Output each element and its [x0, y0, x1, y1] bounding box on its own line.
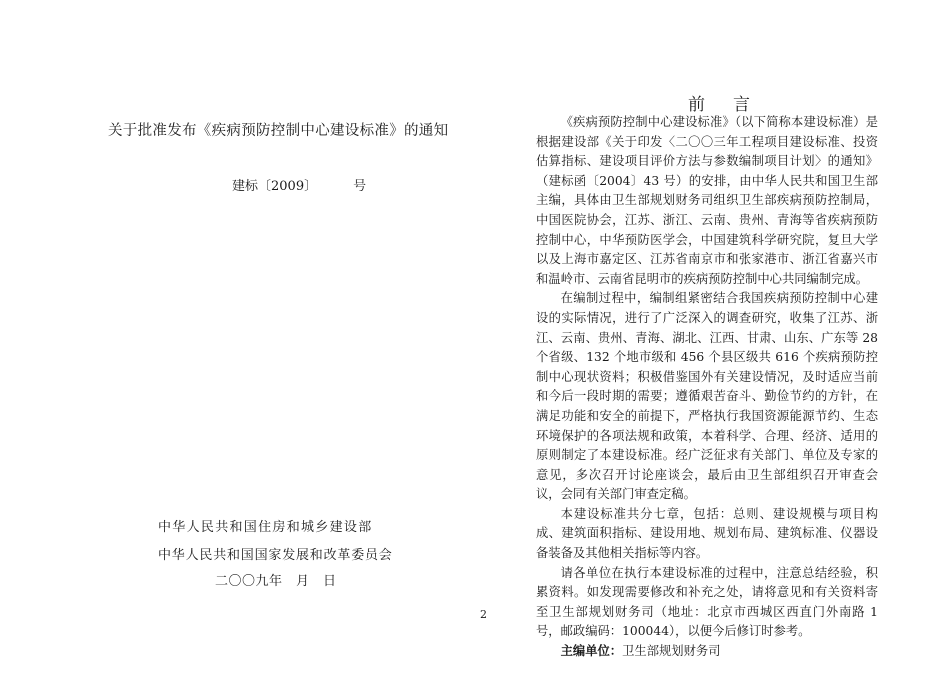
foreword-paragraph-3: 本建设标准共分七章，包括：总则、建设规模与项目构成、建筑面积指标、建设用地、规划布局、建筑标准、仪器设备装备及其他相关指标等内容。	[536, 506, 878, 561]
document-number-suffix: 号	[353, 179, 367, 194]
page-number: 2	[480, 608, 487, 621]
foreword-heading-char-1: 前	[688, 95, 705, 115]
issuer-ndrc: 中华人民共和国国家发展和改革委员会	[158, 548, 393, 563]
foreword-body	[536, 113, 878, 662]
foreword-paragraph-1: 《疾病预防控制中心建设标准》（以下简称本建设标准）是根据建设部《关于印发〈二〇〇三年工程项目建设标准、投资估算指标、建设项目评价方法与参数编制项目计划〉的通知》（建标函〔2004〕43 号）的安排，由中华人民共和国卫生部主编，具体由卫生部规划财务司组织卫生部疾病预防控制局，中国医院协会，江苏、浙江、云南、贵州、青海等省疾病预防控制中心，中华预防医学会，中国建筑科学研究院，复旦大学以及上海市嘉定区、江苏省南京市和张家港市、浙江省嘉兴市和温岭市、云南省昆明市的疾病预防控制中心共同编制完成。	[536, 115, 878, 286]
issuer-ministry-housing: 中华人民共和国住房和城乡建设部	[158, 520, 373, 535]
foreword-paragraph-2: 在编制过程中，编制组紧密结合我国疾病预防控制中心建设的实际情况，进行了广泛深入的调查研究，收集了江苏、浙江、云南、贵州、青海、湖北、江西、甘肃、山东、广东等 28 个省级、132 个地市级和 456 个县区级共 616 个疾病预防控制中心现状资料；积极借鉴国外有关建设情况，及时适应当前和今后一段时期的需要；遵循艰苦奋斗、勤俭节约的方针，在满足功能和安全的前提下，严格执行我国资源能源节约、生态环境保护的各项法规和政策，本着科学、合理、经济、适用的原则制定了本建设标准。经广泛征求有关部门、单位及专家的意见，多次召开讨论座谈会，最后由卫生部组织召开审查会议，会同有关部门审查定稿。	[536, 291, 878, 502]
foreword-heading-char-2: 言	[733, 95, 750, 115]
foreword-heading	[688, 90, 750, 115]
notice-title: 关于批准发布《疾病预防控制中心建设标准》的通知	[108, 123, 449, 139]
document-number	[232, 175, 366, 194]
issue-date: 二〇〇九年 月 日	[215, 574, 337, 589]
chief-editor-line	[536, 642, 878, 662]
chief-editor-value: 卫生部规划财务司	[622, 644, 721, 659]
chief-editor-label: 主编单位：	[560, 644, 623, 659]
document-number-prefix: 建标〔2009〕	[232, 179, 318, 194]
foreword-paragraph-4: 请各单位在执行本建设标准的过程中，注意总结经验，积累资料。如发现需要修改和补充之处，请将意见和有关资料寄至卫生部规划财务司（地址：北京市西城区西直门外南路 1 号，邮政编码：100044），以便今后修订时参考。	[536, 565, 878, 639]
